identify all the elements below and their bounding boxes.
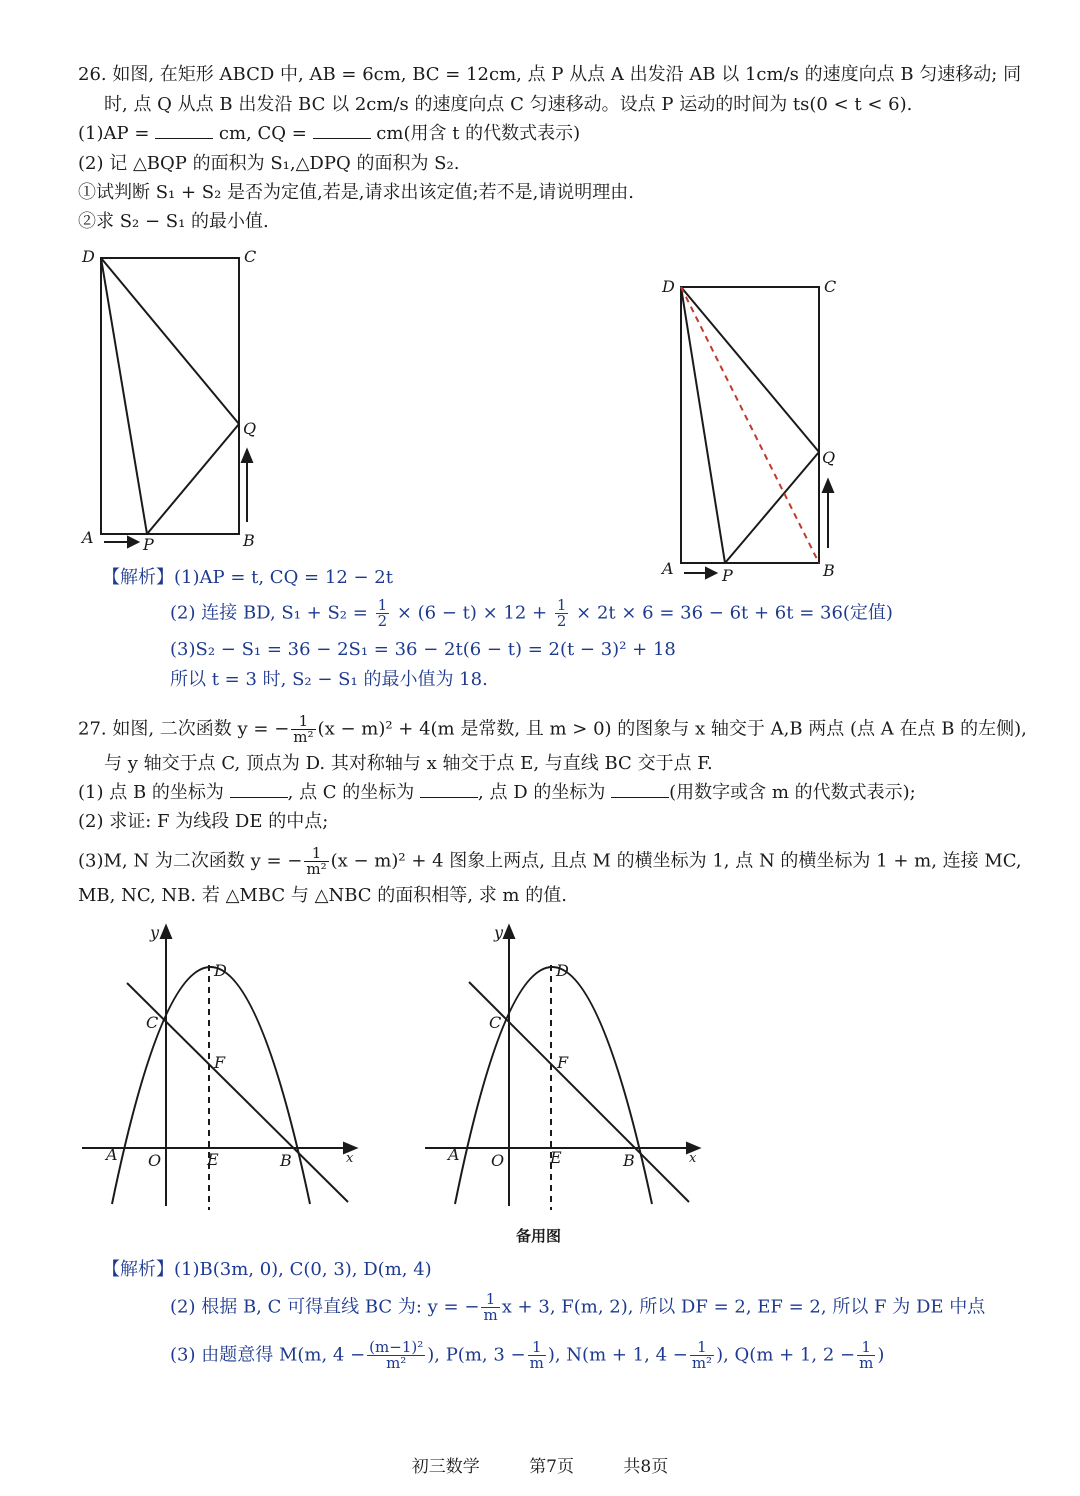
label-f: F — [557, 1053, 569, 1072]
label-b: B — [280, 1151, 292, 1170]
fraction: $\frac{\text{(m−1)²}}{\text{m²}}$ — [369, 1338, 424, 1372]
y-label: y — [150, 923, 160, 942]
label-e: E — [550, 1148, 562, 1167]
q27-solution-2 — [170, 1292, 985, 1323]
page-footer — [0, 1452, 1080, 1477]
q27-sol3-d: ), Q(m + 1, 2 − — [716, 1344, 856, 1366]
q26-stem-line2: 时, 点 Q 从点 B 出发沿 BC 以 2cm/s 的速度向点 C 匀速移动。设点 P 运动的时间为 ts(0 < t < 6). — [104, 94, 913, 115]
q26-part1-b: cm, CQ = — [218, 123, 307, 144]
fraction: $\frac{1}{\text{m²}}$ — [691, 1338, 713, 1372]
q26-solution-4: 所以 t = 3 时, S₂ − S₁ 的最小值为 18. — [170, 669, 488, 690]
fraction: $\frac{1}{\text{m²}}$ — [306, 844, 327, 878]
label-a: A — [106, 1145, 118, 1164]
q27-sol3-c: ), N(m + 1, 4 − — [547, 1344, 688, 1366]
fraction: $\frac{1}{\text{m²}}$ — [293, 712, 314, 746]
q27-sol3-a: (3) 由题意得 M(m, 4 − — [170, 1344, 366, 1366]
q27-part1-d: (用数字或含 m 的代数式表示); — [669, 782, 916, 803]
y-label: y — [494, 923, 504, 942]
label-a: A — [448, 1145, 460, 1164]
label-b: B — [623, 1151, 635, 1170]
fraction: $\frac{1}{m}$ — [483, 1290, 498, 1324]
x-label: x — [689, 1151, 697, 1166]
q26-part2-2: ②求 S₂ − S₁ 的最小值. — [78, 211, 269, 232]
y-axis-arrow — [504, 926, 514, 938]
spare-figure-caption: 备用图 — [516, 1227, 562, 1245]
q26-solution-3: (3)S₂ − S₁ = 36 − 2S₁ = 36 − 2t(6 − t) = 2(t − 3)² + 18 — [170, 639, 676, 660]
q27-sol2-a: (2) 根据 B, C 可得直线 BC 为: y = − — [170, 1296, 480, 1318]
q27-stem1-b: (x − m)² + 4(m 是常数, 且 m > 0) 的图象与 x 轴交于 A,B 两点 (点 A 在点 B 的左侧), — [317, 718, 1027, 740]
label-d: D — [214, 961, 227, 980]
q27-part2: (2) 求证: F 为线段 DE 的中点; — [78, 811, 329, 832]
label-b: B — [823, 561, 835, 580]
q27-stem1-a: 27. 如图, 二次函数 y = − — [78, 718, 290, 740]
q27-part3-line2: MB, NC, NB. 若 △MBC 与 △NBC 的面积相等, 求 m 的值. — [78, 885, 567, 906]
label-p: P — [722, 566, 733, 585]
label-a: A — [662, 559, 674, 578]
solution-tag: 【解析】 — [102, 567, 174, 588]
y-axis-arrow — [161, 926, 171, 938]
label-c: C — [489, 1013, 502, 1032]
label-e: E — [207, 1150, 219, 1169]
footer-page: 第7页 — [529, 1457, 574, 1477]
q27-part1-b: , 点 C 的坐标为 — [287, 782, 415, 803]
label-c: C — [824, 277, 837, 296]
label-a: A — [82, 528, 94, 547]
label-b: B — [243, 531, 255, 550]
x-label: x — [346, 1151, 354, 1166]
label-d: D — [82, 247, 95, 266]
origin-label: O — [491, 1151, 505, 1170]
q27-part1-a: (1) 点 B 的坐标为 — [78, 782, 224, 803]
fraction: $\frac{1}{2}$ — [377, 596, 388, 630]
q26-stem-line1: 26. 如图, 在矩形 ABCD 中, AB = 6cm, BC = 12cm, 点 P 从点 A 出发沿 AB 以 1cm/s 的速度向点 B 匀速移动; 同 — [78, 64, 1022, 85]
q27-sol3-b: ), P(m, 3 − — [427, 1344, 526, 1366]
footer-total: 共8页 — [623, 1457, 669, 1477]
q26-part1-a: (1)AP = — [78, 123, 150, 144]
q26-part2: (2) 记 △BQP 的面积为 S₁,△DPQ 的面积为 S₂. — [78, 153, 460, 174]
solution-tag: 【解析】 — [102, 1259, 174, 1280]
q27-p3-b: (x − m)² + 4 图象上两点, 且点 M 的横坐标为 1, 点 N 的横坐标为 1 + m, 连接 MC, — [330, 850, 1022, 872]
fraction: $\frac{1}{m}$ — [859, 1338, 874, 1372]
label-d: D — [556, 961, 569, 980]
fraction: $\frac{1}{2}$ — [556, 596, 567, 630]
q27-sol3-e: ) — [877, 1344, 885, 1366]
q27-sol2-b: x + 3, F(m, 2), 所以 DF = 2, EF = 2, 所以 F 为 DE 中点 — [501, 1296, 986, 1318]
label-d: D — [662, 277, 675, 296]
label-q: Q — [243, 419, 257, 438]
q26-sol2-a: (2) 连接 BD, S₁ + S₂ = — [170, 602, 368, 624]
footer-subject: 初三数学 — [411, 1457, 480, 1477]
fraction: $\frac{1}{m}$ — [529, 1338, 544, 1372]
origin-label: O — [148, 1151, 162, 1170]
q27-sol1: (1)B(3m, 0), C(0, 3), D(m, 4) — [174, 1259, 432, 1280]
q27-stem-line2: 与 y 轴交于点 C, 顶点为 D. 其对称轴与 x 轴交于点 E, 与直线 BC 交于点 F. — [104, 753, 713, 774]
q26-part2-1: ①试判断 S₁ + S₂ 是否为定值,若是,请求出该定值;若不是,请说明理由. — [78, 182, 635, 203]
q27-p3-a: (3)M, N 为二次函数 y = − — [78, 850, 303, 872]
label-f: F — [214, 1053, 226, 1072]
label-p: P — [143, 535, 154, 554]
q27-solution-3 — [170, 1340, 884, 1371]
q26-sol2-b: × (6 − t) × 12 + — [396, 602, 548, 624]
label-q: Q — [822, 448, 836, 467]
label-c: C — [146, 1013, 159, 1032]
label-c: C — [244, 247, 257, 266]
q27-part1-c: , 点 D 的坐标为 — [478, 782, 606, 803]
q27-solution-1 — [102, 1258, 432, 1282]
q26-sol2-c: × 2t × 6 = 36 − 6t + 6t = 36(定值) — [576, 602, 893, 624]
q26-sol1: (1)AP = t, CQ = 12 − 2t — [174, 567, 393, 588]
q26-part1-c: cm(用含 t 的代数式表示) — [376, 123, 581, 144]
